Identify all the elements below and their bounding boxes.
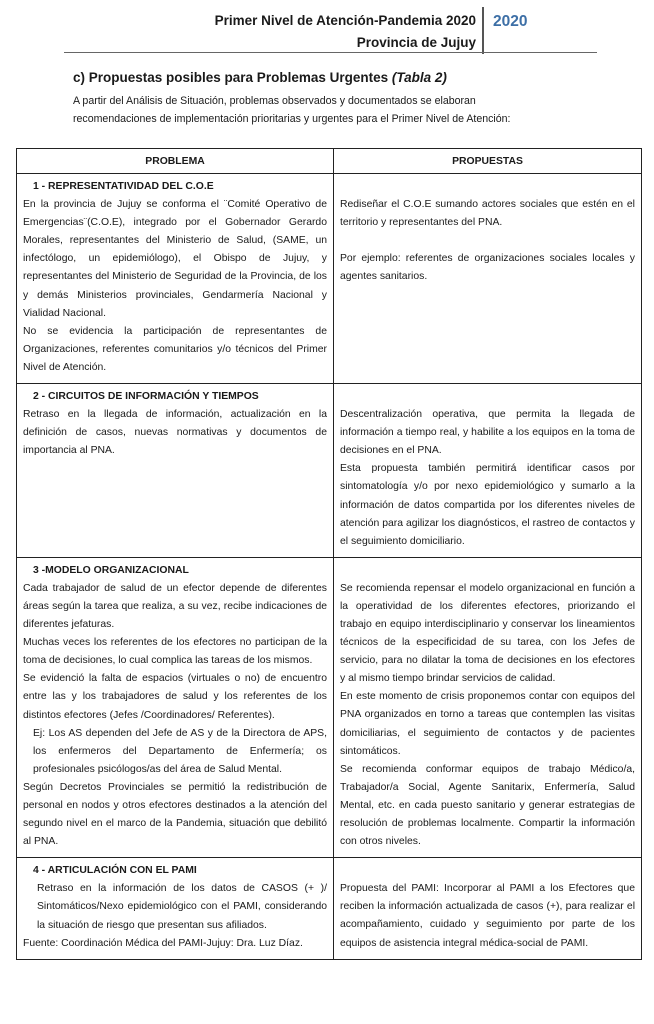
proposal-cell [334, 384, 642, 558]
section-intro [73, 92, 593, 128]
proposal-cell [334, 557, 642, 858]
proposals-table [16, 148, 642, 960]
column-header-problema: PROBLEMA [17, 149, 334, 174]
table-header-row [17, 149, 642, 174]
header-rule [64, 52, 597, 53]
proposal-paragraph: Se recomienda repensar el modelo organizacional en función a la operatividad de los diferentes efectores, priorizando el trabajo en equipo interdisciplinario y conservar los lineamientos técnicos de la especificidad de su tarea, con los Jefes de servicio, para no dilatar la toma de decisiones en los efectores y al mismo tiempo brindar servicios de calidad. [340, 582, 635, 685]
problem-paragraph: Según Decretos Provinciales se permitió la redistribución de personal en nodos y otros efectores destinados a la atención del segundo nivel en el marco de la Pandemia, situación que debilitó al PNA. [23, 781, 327, 848]
proposal-paragraph: Esta propuesta también permitirá identificar casos por sintomatología y/o por nexo epidemiológico y sumarlo a la información de datos compartida por los diferentes niveles de atención para agilizar los diagnósticos, el rastreo de contactos y el seguimiento domiciliario. [340, 463, 635, 547]
section-title [73, 70, 447, 85]
header-subtitle: Provincia de Jujuy [356, 35, 476, 50]
problem-paragraph: En la provincia de Jujuy se conforma el ¨Comité Operativo de Emergencias¨(C.O.E), integrado por el Gobernador Gerardo Morales, representantes del Ministerio de Salud, (SAME, un infectólogo, un epidemiólogo), el Obispo de Jujuy, y representantes del Ministerio de Seguridad de la Provincia, de los y demás Ministerios provinciales, Gendarmería Nacional y Vialidad Nacional. [23, 199, 327, 319]
proposal-paragraph: Propuesta del PAMI: Incorporar al PAMI a los Efectores que reciben la información actualizada de casos (+), para realizar el acompañamiento, cuidado y seguimiento por parte de los equipos de asistencia integral médica-social de PAMI. [340, 883, 635, 949]
header-title: Primer Nivel de Atención-Pandemia 2020 [214, 13, 476, 28]
header-divider [482, 7, 484, 54]
problem-cell [17, 384, 334, 558]
proposal-paragraph: Por ejemplo: referentes de organizaciones sociales locales y agentes sanitarios. [340, 253, 635, 283]
intro-line-1: A partir del Análisis de Situación, problemas observados y documentados se elaboran [73, 95, 476, 107]
column-header-propuestas: PROPUESTAS [334, 149, 642, 174]
intro-line-2: recomendaciones de implementación prioritarias y urgentes para el Primer Nivel de Atención: [73, 113, 511, 125]
proposal-paragraph: Descentralización operativa, que permita la llegada de información a tiempo real, y habilite a los equipos en la toma de decisiones en el PNA. [340, 409, 635, 457]
problem-title: 2 - CIRCUITOS DE INFORMACIÓN Y TIEMPOS [33, 391, 259, 403]
problem-title: 1 - REPRESENTATIVIDAD DEL C.O.E [33, 181, 214, 192]
problem-cell [17, 557, 334, 858]
table-row [17, 557, 642, 858]
proposal-cell [334, 858, 642, 959]
problem-paragraph: Retraso en la llegada de información, actualización en la definición de casos, nuevas normativas y documentos de importancia al PNA. [23, 409, 327, 457]
problem-title: 3 -MODELO ORGANIZACIONAL [33, 564, 189, 576]
proposal-paragraph: Se recomienda conformar equipos de trabajo Médico/a, Trabajador/a Social, Agente Sanitarix, Enfermería, Salud Mental, etc. en cada puesto sanitario y generar estrategias de resolución de problemas localmente. Compartir la información con otros niveles. [340, 763, 635, 848]
proposal-paragraph: En este momento de crisis proponemos contar con equipos del PNA organizados en torno a tareas que contemplen las visitas domiciliarias, el seguimiento de contactos y de pacientes sintomáticos. [340, 691, 635, 757]
problem-paragraph: Ej: Los AS dependen del Jefe de AS y de la Directora de APS, los enfermeros del Departamento de Enfermería; os profesionales psicólogos/as del área de Salud Mental. [33, 727, 327, 775]
problem-title: 4 - ARTICULACIÓN CON EL PAMI [33, 865, 197, 877]
section-title-ref: (Tabla 2) [391, 70, 447, 85]
header-year: 2020 [493, 13, 528, 30]
problem-cell [17, 858, 334, 959]
proposal-paragraph: Rediseñar el C.O.E sumando actores sociales que estén en el territorio y representantes del PNA. [340, 199, 635, 229]
problem-paragraph: Se evidenció la falta de espacios (virtuales o no) de encuentro entre las y los trabajadores de salud y los referentes de los distintos efectores (Jefes /Coordinadores/ Referentes). [23, 673, 327, 721]
problem-paragraph: Retraso en la información de los datos de CASOS (+ )/ Sintomáticos/Nexo epidemiológico con el PAMI, considerando la situación de riesgo que presentan sus afiliados. [37, 883, 327, 931]
problem-paragraph: Cada trabajador de salud de un efector depende de diferentes áreas según la tarea que realiza, a su vez, recibe indicaciones de diferentes jefaturas. [23, 582, 327, 631]
problem-paragraph: No se evidencia la participación de representantes de Organizaciones, referentes comunitarios y/o técnicos del Primer Nivel de Atención. [23, 325, 327, 373]
table-row [17, 384, 642, 558]
section-title-text: c) Propuestas posibles para Problemas Urgentes [73, 70, 392, 85]
table-row [17, 858, 642, 959]
problem-paragraph: Muchas veces los referentes de los efectores no participan de la toma de decisiones, lo cual complica las tareas de los mismos. [23, 637, 327, 667]
proposal-cell [334, 174, 642, 384]
problem-source: Fuente: Coordinación Médica del PAMI-Jujuy: Dra. Luz Díaz. [23, 937, 303, 949]
table-row [17, 174, 642, 384]
page-header [0, 0, 654, 58]
problem-cell [17, 174, 334, 384]
